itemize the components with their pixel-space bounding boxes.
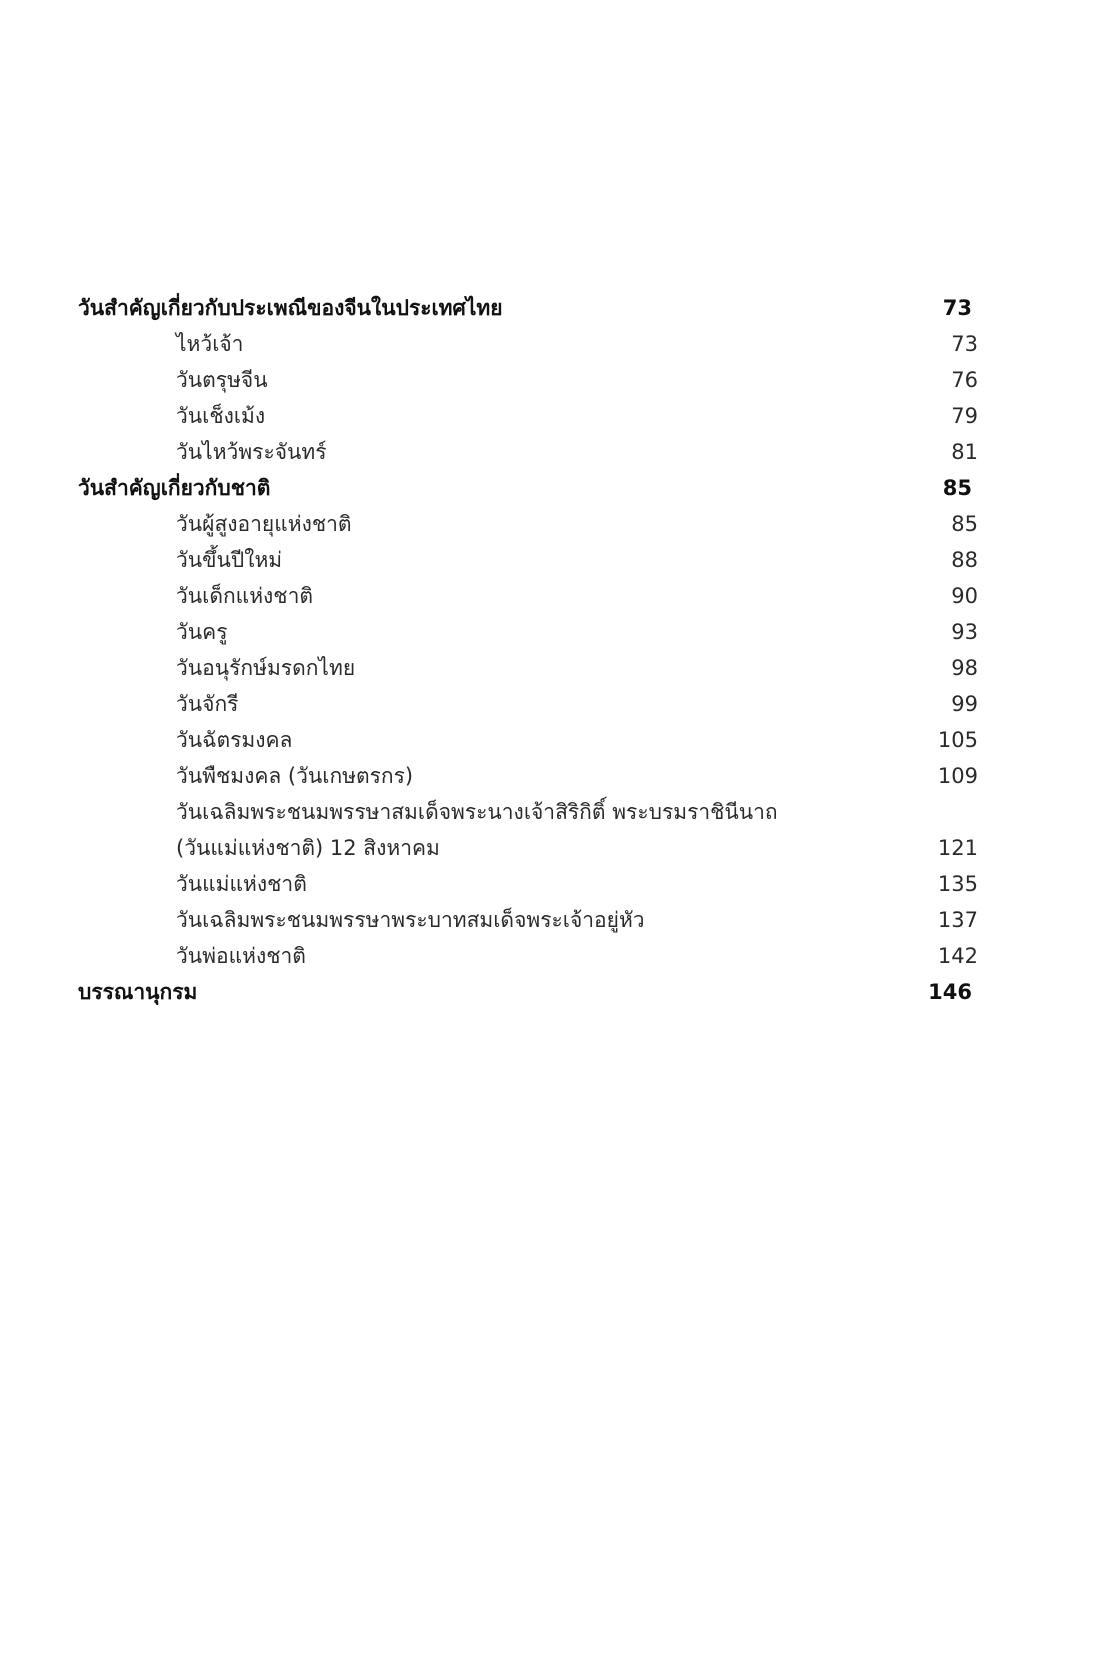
toc-page-number: 88 (951, 548, 978, 572)
toc-entry (78, 362, 978, 398)
toc-entry-title: บรรณานุกรม (78, 980, 198, 1004)
toc-entry (78, 902, 978, 938)
toc-page-number: 76 (951, 368, 978, 392)
toc-entry-title: วันครู (176, 620, 228, 644)
toc-page-number: 85 (942, 476, 972, 500)
toc-entry (78, 614, 978, 650)
toc-page-number: 90 (951, 584, 978, 608)
toc-entry-title: (วันแม่แห่งชาติ) 12 สิงหาคม (176, 836, 440, 860)
toc-page-number: 73 (942, 296, 972, 320)
toc-entry-title: วันสำคัญเกี่ยวกับประเพณีของจีนในประเทศไทย (78, 296, 503, 320)
toc-page-number: 85 (951, 512, 978, 536)
toc-section-heading (78, 470, 978, 506)
toc-entry (78, 722, 978, 758)
toc-page-number: 79 (951, 404, 978, 428)
toc-entry (78, 938, 978, 974)
toc-page-number: 105 (937, 728, 978, 752)
toc-page-number: 146 (928, 980, 972, 1004)
toc-entry-title: ไหว้เจ้า (176, 332, 244, 356)
toc-entry-title: วันเฉลิมพระชนมพรรษาสมเด็จพระนางเจ้าสิริกิติ์ พระบรมราชินีนาถ (176, 800, 778, 824)
toc-entry (78, 866, 978, 902)
toc-entry-title: วันฉัตรมงคล (176, 728, 293, 752)
table-of-contents (78, 290, 978, 1010)
toc-page-number: 135 (937, 872, 978, 896)
toc-entry-title: วันจักรี (176, 692, 239, 716)
toc-entry (78, 398, 978, 434)
toc-entry-title: วันสำคัญเกี่ยวกับชาติ (78, 476, 271, 500)
toc-page-number: 142 (937, 944, 978, 968)
toc-entry (78, 506, 978, 542)
toc-entry (78, 830, 978, 866)
toc-page-number: 121 (937, 836, 978, 860)
toc-page-number: 137 (937, 908, 978, 932)
toc-entry-title: วันเด็กแห่งชาติ (176, 584, 313, 608)
toc-entry-title: วันผู้สูงอายุแห่งชาติ (176, 512, 352, 536)
toc-entry-title: วันพ่อแห่งชาติ (176, 944, 306, 968)
toc-entry-title: วันตรุษจีน (176, 368, 268, 392)
toc-entry (78, 758, 978, 794)
toc-entry-title: วันอนุรักษ์มรดกไทย (176, 656, 356, 680)
toc-page-number: 99 (951, 692, 978, 716)
toc-section-heading (78, 290, 978, 326)
toc-page-number: 73 (951, 332, 978, 356)
toc-entry-title: วันเช็งเม้ง (176, 404, 266, 428)
toc-page-number: 81 (951, 440, 978, 464)
toc-entry (78, 542, 978, 578)
toc-entry (78, 650, 978, 686)
toc-entry-title: วันพืชมงคล (วันเกษตรกร) (176, 764, 414, 788)
toc-entry (78, 434, 978, 470)
toc-section-heading (78, 974, 978, 1010)
toc-page-number: 93 (951, 620, 978, 644)
toc-entry (78, 326, 978, 362)
toc-entry (78, 794, 978, 830)
toc-entry (78, 686, 978, 722)
toc-page-number: 98 (951, 656, 978, 680)
toc-entry-title: วันขึ้นปีใหม่ (176, 548, 283, 572)
toc-entry-title: วันไหว้พระจันทร์ (176, 440, 327, 464)
toc-page-number: 109 (937, 764, 978, 788)
toc-entry-title: วันแม่แห่งชาติ (176, 872, 307, 896)
toc-entry (78, 578, 978, 614)
toc-entry-title: วันเฉลิมพระชนมพรรษาพระบาทสมเด็จพระเจ้าอยู่หัว (176, 908, 645, 932)
